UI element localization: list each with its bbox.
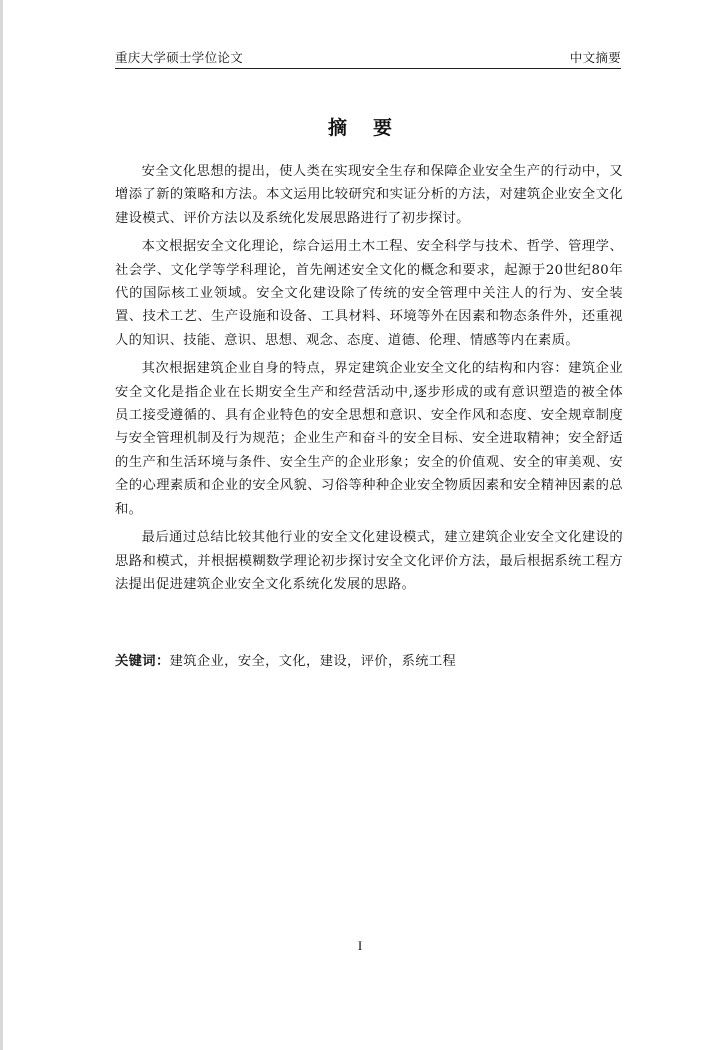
scan-edge [0, 0, 3, 1050]
abstract-body [115, 160, 623, 601]
keywords-line [115, 651, 623, 673]
header-section: 中文摘要 [569, 50, 621, 65]
abstract-paragraph-4: 最后通过总结比较其他行业的安全文化建设模式，建立建筑企业安全文化建设的思路和模式，并根据模糊数学理论初步探讨安全文化评价方法，最后根据系统工程方法提出促进建筑企业安全文化系统化发展的思路。 [115, 530, 623, 592]
abstract-paragraph-1: 安全文化思想的提出，使人类在实现安全生存和保障企业安全生产的行动中，又增添了新的策略和方法。本文运用比较研究和实证分析的方法，对建筑企业安全文化建设模式、评价方法以及系统化发展思路进行了初步探讨。 [115, 164, 623, 226]
abstract-paragraph-3: 其次根据建筑企业自身的特点，界定建筑企业安全文化的结构和内容：建筑企业安全文化是指企业在长期安全生产和经营活动中,逐步形成的或有意识塑造的被全体员工接受遵循的、具有企业特色的安全思想和意识、安全作风和态度、安全规章制度与安全管理机制及行为规范；企业生产和奋斗的安全目标、安全进取精神；安全舒适的生产和生活环境与条件、安全生产的企业形象；安全的价值观、安全的审美观、安全的心理素质和企业的安全风貌、习俗等种种企业安全物质因素和安全精神因素的总和。 [115, 361, 623, 517]
running-header [115, 46, 621, 69]
abstract-title: 摘要 [327, 117, 418, 139]
header-university: 重庆大学硕士学位论文 [115, 50, 244, 65]
keywords-label: 关键词： [115, 654, 170, 669]
keywords-value: 建筑企业，安全，文化，建设，评价，系统工程 [169, 654, 457, 669]
page-number: I [357, 938, 363, 953]
abstract-paragraph-2: 本文根据安全文化理论，综合运用土木工程、安全科学与技术、哲学、管理学、社会学、文化学等学科理论，首先阐述安全文化的概念和要求，起源于20世纪80年代的国际核工业领域。安全文化建设除了传统的安全管理中关注人的行为、安全装置、技术工艺、生产设施和设备、工具材料、环境等外在因素和物态条件外，还重视人的知识、技能、意识、思想、观念、态度、道德、伦理、情感等内在素质。 [115, 239, 623, 348]
